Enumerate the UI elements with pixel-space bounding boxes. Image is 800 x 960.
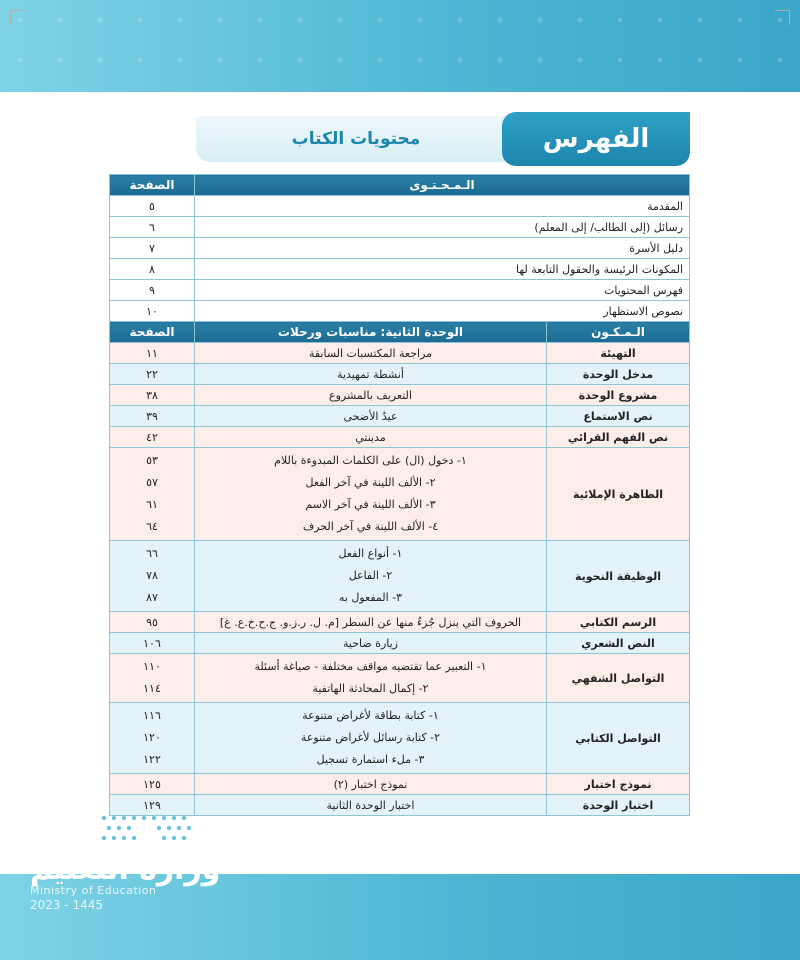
unit-page-cell — [110, 654, 195, 703]
content-line: ٣- ملء استمارة تسجيل — [316, 753, 425, 766]
page-line: ١٢٩ — [143, 798, 161, 812]
unit-row — [110, 343, 690, 364]
intro-page-cell: ٦ — [110, 217, 195, 238]
content-line: ٣- الألف اللينة في آخر الاسم — [305, 498, 436, 511]
content-line: ١- التعبير عما تقتضيه مواقف مختلفة - صياغة أسئلة — [254, 660, 487, 673]
arabic-letter-pattern — [0, 0, 800, 92]
unit-page-cell — [110, 703, 195, 774]
intro-page-header: الصفحة — [110, 175, 195, 196]
page-line: ١١ — [146, 346, 158, 360]
contents-table — [109, 174, 690, 816]
unit-page-cell — [110, 406, 195, 427]
component-cell: نص الاستماع — [547, 406, 690, 427]
unit-content-cell — [195, 774, 547, 795]
unit-page-header: الصفحة — [110, 322, 195, 343]
unit-page-cell — [110, 612, 195, 633]
unit-page-cell — [110, 448, 195, 541]
dots-decoration — [98, 812, 198, 848]
intro-content-cell: فهرس المحتويات — [195, 280, 690, 301]
unit-page-cell — [110, 385, 195, 406]
content-line: ٣- المفعول به — [338, 591, 403, 604]
content-line: اختبار الوحدة الثانية — [326, 798, 415, 812]
unit-row — [110, 406, 690, 427]
unit-row — [110, 427, 690, 448]
unit-page-cell — [110, 427, 195, 448]
intro-page-cell: ٩ — [110, 280, 195, 301]
unit-page-cell — [110, 633, 195, 654]
component-cell: الظاهرة الإملائية — [547, 448, 690, 541]
content-line: عيدُ الأضحى — [343, 409, 398, 423]
page-line: ١١٦ — [143, 709, 161, 722]
component-cell: النص الشعري — [547, 633, 690, 654]
unit-content-cell — [195, 343, 547, 364]
unit-row — [110, 385, 690, 406]
unit-content-cell — [195, 406, 547, 427]
intro-content-cell: رسائل (إلى الطالب/ إلى المعلم) — [195, 217, 690, 238]
intro-page-cell: ٥ — [110, 196, 195, 217]
unit-row — [110, 541, 690, 612]
content-line: زيارة ضاحية — [342, 636, 398, 650]
content-line: ١- كتابة بطاقة لأغراض متنوعة — [302, 709, 439, 722]
ministry-logo-english: Ministry of Education — [30, 884, 157, 897]
intro-row — [110, 301, 690, 322]
content-line: نموذج اختبار (٢) — [333, 777, 408, 791]
unit-content-cell — [195, 633, 547, 654]
unit-page-cell — [110, 343, 195, 364]
content-line: ١- دخول (ال) على الكلمات المبدوءة باللام — [274, 454, 467, 467]
intro-row — [110, 238, 690, 259]
unit-content-cell — [195, 795, 547, 816]
content-line: ١- أنواع الفعل — [338, 547, 403, 560]
component-cell: التهيئة — [547, 343, 690, 364]
unit-page-cell — [110, 774, 195, 795]
component-cell: الرسم الكتابي — [547, 612, 690, 633]
intro-content-cell: دليل الأسرة — [195, 238, 690, 259]
component-header: الـمـكـون — [547, 322, 690, 343]
page-line: ٤٢ — [146, 430, 158, 444]
page-title: الفهرس — [502, 112, 690, 166]
intro-content-cell: نصوص الاستظهار — [195, 301, 690, 322]
page-line: ١١٠ — [143, 660, 161, 673]
unit-content-cell — [195, 364, 547, 385]
page-line: ٦١ — [146, 498, 158, 511]
component-cell: اختبار الوحدة — [547, 795, 690, 816]
page-line: ٥٣ — [146, 454, 158, 467]
content-line: ٢- الفاعل — [348, 569, 393, 582]
page-line: ٧٨ — [146, 569, 158, 582]
page-line: ٨٧ — [146, 591, 158, 604]
intro-content-header: الـمـحـتـوى — [195, 175, 690, 196]
unit-content-cell — [195, 427, 547, 448]
page-line: ١٠٦ — [143, 636, 161, 650]
page-line: ٦٤ — [146, 520, 158, 533]
intro-row — [110, 259, 690, 280]
intro-row — [110, 217, 690, 238]
page-subtitle: محتويات الكتاب — [196, 116, 516, 162]
unit-content-cell — [195, 385, 547, 406]
unit-row — [110, 612, 690, 633]
crop-mark — [10, 10, 25, 25]
intro-content-cell: المقدمة — [195, 196, 690, 217]
unit-row — [110, 654, 690, 703]
unit-page-cell — [110, 541, 195, 612]
page-line: ١٢٥ — [143, 777, 161, 791]
content-line: مراجعة المكتسبات السابقة — [308, 346, 433, 360]
ministry-logo-year: 2023 - 1445 — [30, 898, 104, 912]
unit-page-cell — [110, 364, 195, 385]
content-line: ٢- كتابة رسائل لأغراض متنوعة — [300, 731, 441, 744]
page-line: ٥٧ — [146, 476, 158, 489]
page-line: ١٢٢ — [143, 753, 161, 766]
page-line: ١٢٠ — [143, 731, 161, 744]
unit-row — [110, 703, 690, 774]
page-line: ٩٥ — [146, 615, 158, 629]
unit-header-row — [110, 322, 690, 343]
unit-row — [110, 448, 690, 541]
content-line: التعريف بالمشروع — [329, 388, 412, 402]
intro-row — [110, 196, 690, 217]
component-cell: مدخل الوحدة — [547, 364, 690, 385]
component-cell: الوظيفة النحوية — [547, 541, 690, 612]
unit-row — [110, 774, 690, 795]
content-line: مدينتي — [355, 430, 386, 444]
unit-content-cell — [195, 448, 547, 541]
unit-content-cell — [195, 612, 547, 633]
unit-content-cell — [195, 541, 547, 612]
page-line: ٣٩ — [146, 409, 158, 423]
page-line: ٦٦ — [146, 547, 158, 560]
unit-row — [110, 364, 690, 385]
intro-page-cell: ٨ — [110, 259, 195, 280]
component-cell: التواصل الكتابي — [547, 703, 690, 774]
component-cell: نموذج اختبار — [547, 774, 690, 795]
component-cell: التواصل الشفهي — [547, 654, 690, 703]
unit-content-cell — [195, 703, 547, 774]
page-line: ١١٤ — [143, 682, 161, 695]
page-line: ٢٢ — [146, 367, 158, 381]
content-line: ٢- إكمال المحادثة الهاتفية — [312, 682, 429, 695]
component-cell: مشروع الوحدة — [547, 385, 690, 406]
content-line: أنشطة تمهيدية — [337, 367, 404, 381]
content-line: ٤- الألف اللينة في آخر الحرف — [302, 520, 439, 533]
unit-row — [110, 633, 690, 654]
content-line: الحروف التي ينزل جُزءٌ منها عن السطر [م. ل. ر.ز.و. ج.ح.خ.ع. غ] — [219, 615, 522, 629]
intro-row — [110, 280, 690, 301]
unit-content-cell — [195, 654, 547, 703]
intro-header-row — [110, 175, 690, 196]
top-decorative-band — [0, 0, 800, 92]
page-line: ٣٨ — [146, 388, 158, 402]
intro-page-cell: ١٠ — [110, 301, 195, 322]
intro-page-cell: ٧ — [110, 238, 195, 259]
intro-content-cell: المكونات الرئيسة والحقول التابعة لها — [195, 259, 690, 280]
crop-mark — [775, 10, 790, 25]
unit-header: الوحدة الثانية: مناسبات ورحلات — [195, 322, 547, 343]
component-cell: نص الفهم القرائي — [547, 427, 690, 448]
content-line: ٢- الألف اللينة في آخر الفعل — [305, 476, 436, 489]
ministry-logo-arabic: وزارة التعليم — [30, 852, 221, 887]
